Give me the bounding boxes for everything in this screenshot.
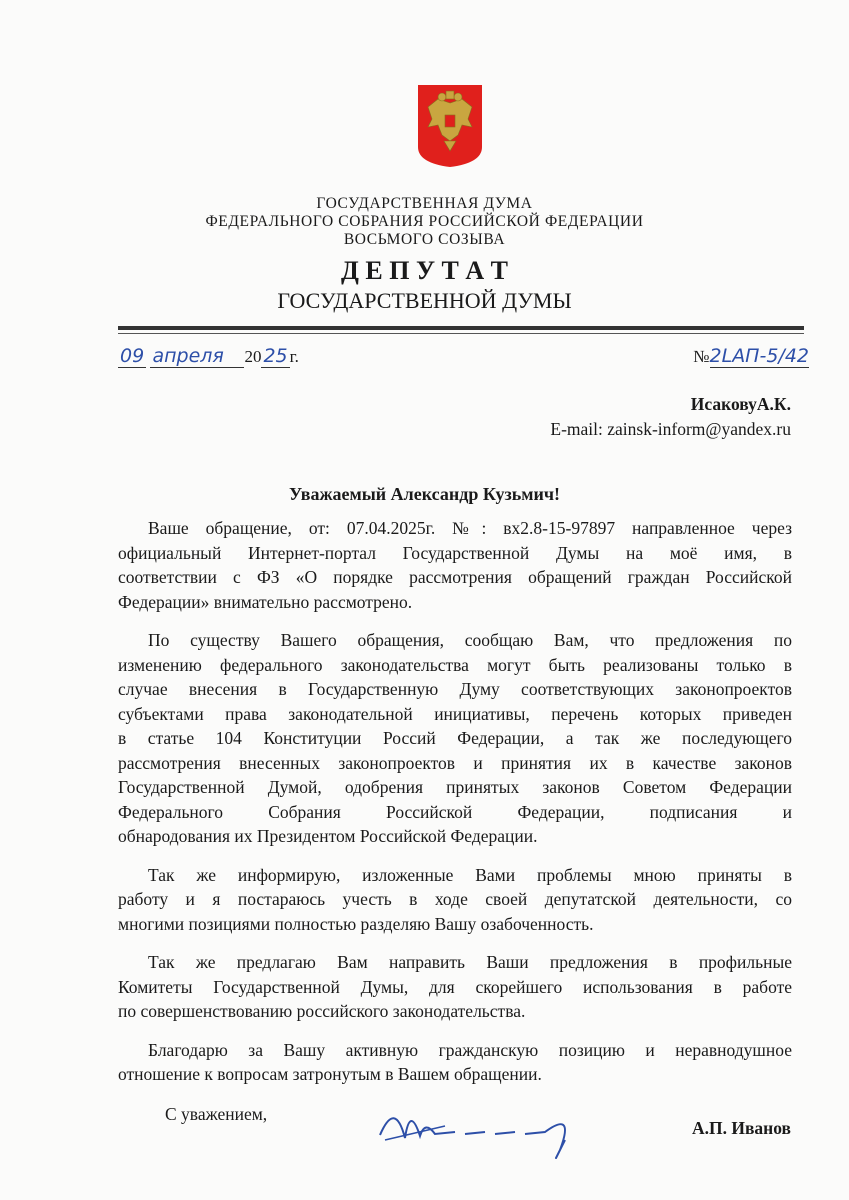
recipient-name: ИсаковуА.К. (690, 394, 791, 414)
doc-title: Д Е П У Т А Т (341, 256, 508, 285)
recipient-email: E-mail: zainsk-inform@yandex.ru (550, 419, 791, 439)
text-line: Благодарю за Вашу активную гражданскую позицию и неравнодушное (148, 1039, 792, 1060)
state-emblem-icon (418, 85, 482, 167)
org-line: ВОСЬМОГО СОЗЫВА (343, 231, 506, 248)
org-line: ГОСУДАРСТВЕННАЯ ДУМА (316, 195, 533, 212)
year-end: г. (289, 347, 299, 366)
text-line: Так же предлагаю Вам направить Ваши предложения в профильные (148, 952, 792, 972)
header-rule (118, 326, 804, 330)
letter-date (118, 345, 299, 368)
text-line: работу и я постараюсь учесть в ходе своей депутатской деятельности, со (118, 889, 792, 909)
text-line: официальный Интернет-портал Государственной Думы на моё имя, в (118, 542, 792, 563)
letter-number (693, 345, 809, 367)
paragraph (118, 950, 792, 1024)
date-day: 09 (120, 345, 145, 367)
text-line: Федерального Собрания Российской Федерации, подписания и (118, 801, 792, 822)
closing: С уважением, (165, 1104, 268, 1124)
org-line: ФЕДЕРАЛЬНОГО СОБРАНИЯ РОССИЙСКОЙ ФЕДЕРАЦИИ (205, 213, 644, 230)
year-prefix: 20 (244, 347, 262, 366)
text-line: Федерации» внимательно рассмотрено. (118, 591, 413, 612)
text-line: соответствии с ФЗ «О порядке рассмотрения обращений граждан Российской (118, 567, 792, 587)
paragraph (118, 628, 792, 849)
text-line: По существу Вашего обращения, сообщаю Вам, что предложения по (148, 630, 792, 650)
number-label: № (693, 347, 710, 366)
text-line: отношение к вопросам затронутым в Вашем обращении. (118, 1064, 542, 1084)
date-month: апреля (150, 345, 244, 368)
text-line: изменению федерального законодательства могут быть реализованы только в (118, 654, 792, 675)
text-line: рассмотрения внесенных законопроектов и принятия их в качестве законов (118, 752, 792, 773)
text-line: Государственной Думой, одобрения принятых законов Советом Федерации (118, 777, 792, 797)
text-line: Так же информирую, изложенные Вами проблемы мною приняты в (148, 864, 792, 885)
signer-name: А.П. Иванов (691, 1118, 791, 1138)
text-line: случае внесения в Государственную Думу соответствующих законопроектов (118, 679, 792, 699)
header-rule-thin (118, 333, 804, 334)
paragraph (118, 516, 792, 614)
year-suffix: 25 (263, 345, 288, 367)
number-value: 2LАП-5/42 (709, 345, 809, 367)
signature (375, 1090, 585, 1175)
paragraph (118, 1038, 792, 1087)
letter-body (118, 516, 792, 1101)
paragraph (118, 863, 792, 937)
text-line: многими позициями полностью разделяю Вашу озабоченность. (118, 913, 594, 934)
text-line: Комитеты Государственной Думы, для скорейшего использования в работе (118, 976, 792, 997)
text-line: субъектами права законодательной инициативы, перечень которых приведен (118, 703, 792, 724)
text-line: в статье 104 Конституции Россий Федерации, а так же последующего (118, 728, 792, 748)
text-line: Ваше обращение, от: 07.04.2025г. №: вх2.8-15-97897 направленное через (148, 518, 792, 538)
text-line: по совершенствованию российского законодательства. (118, 1001, 526, 1021)
doc-subtitle: ГОСУДАРСТВЕННОЙ ДУМЫ (277, 288, 572, 313)
text-line: обнародования их Президентом Российской Федерации. (118, 826, 538, 846)
greeting: Уважаемый Александр Кузьмич! (288, 484, 561, 504)
